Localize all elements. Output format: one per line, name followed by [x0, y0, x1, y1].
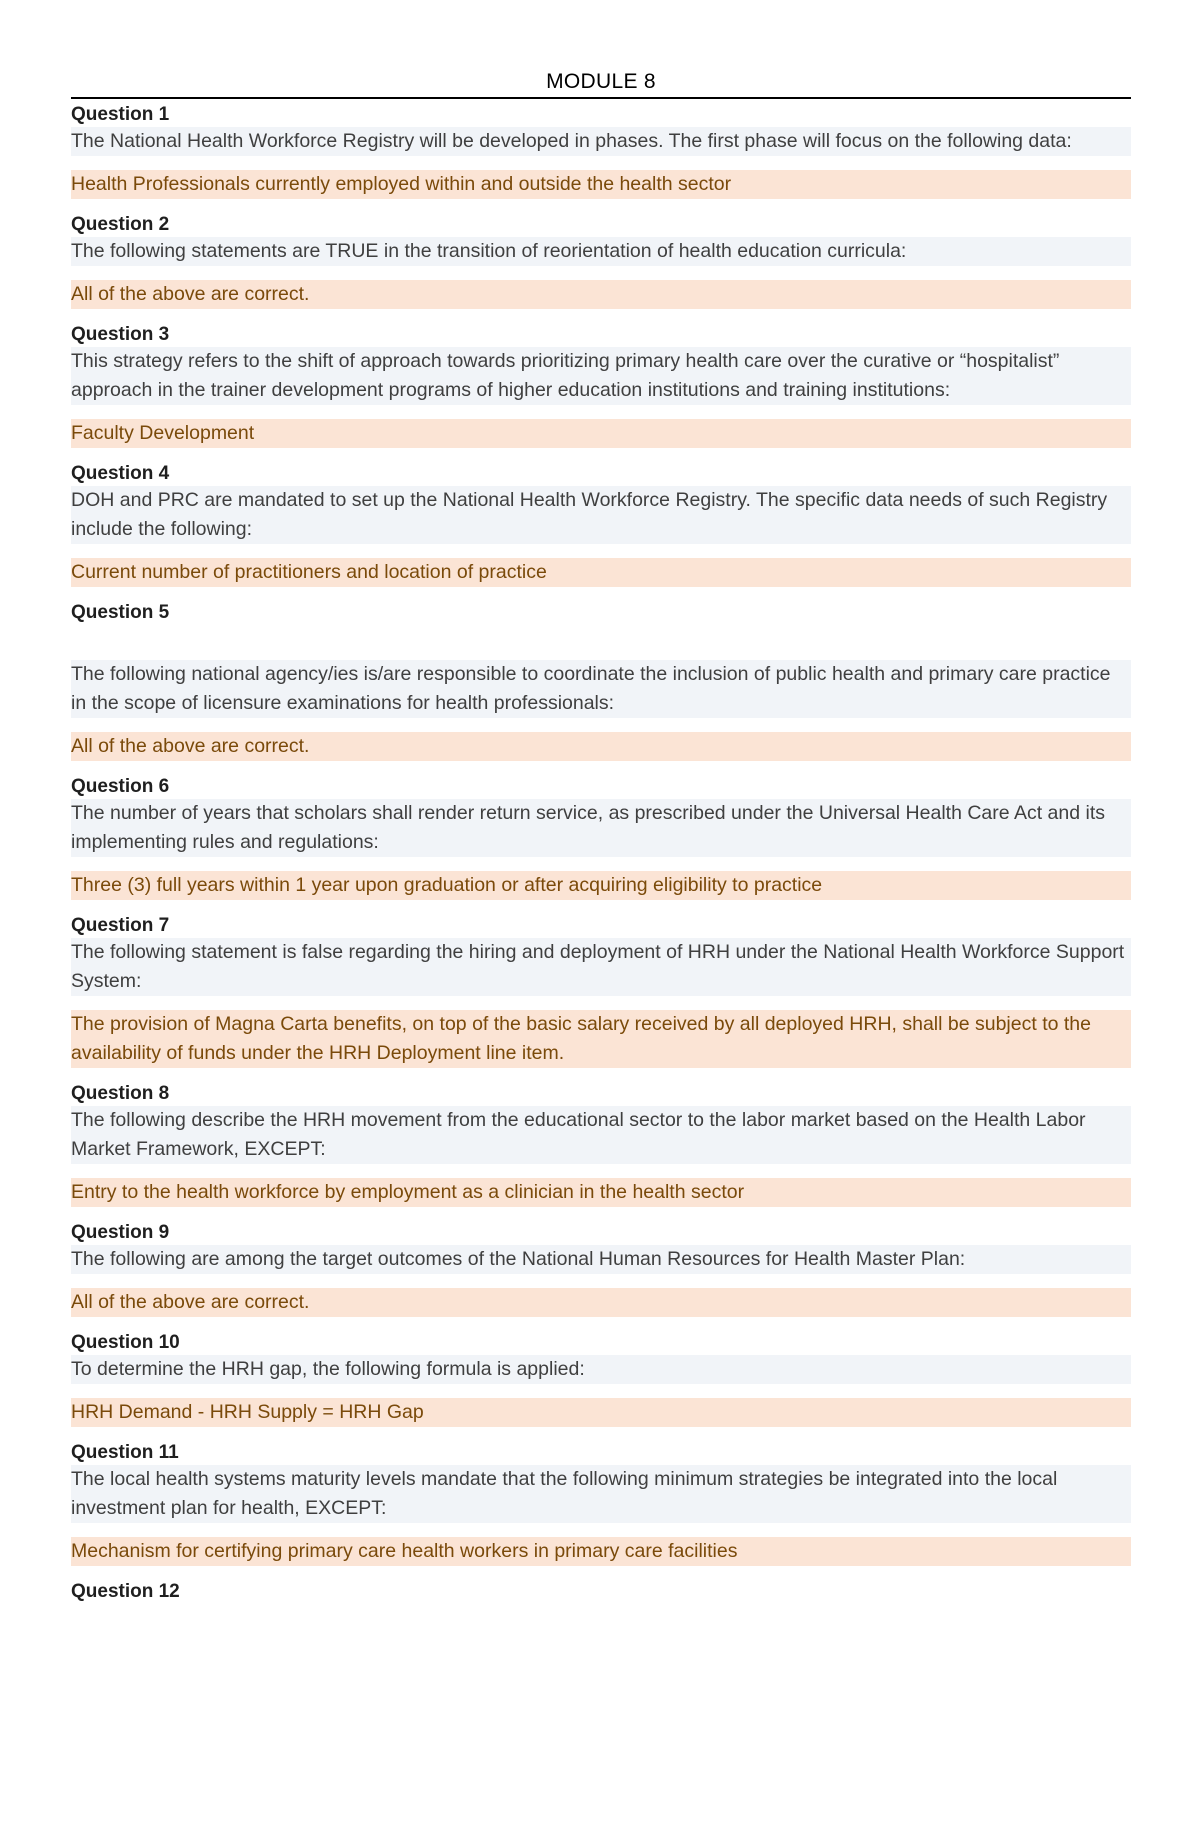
answer-text: Faculty Development — [71, 419, 1131, 448]
question-label: Question 1 — [71, 104, 170, 125]
question-label: Question 9 — [71, 1222, 170, 1243]
answer-text: Mechanism for certifying primary care health workers in primary care facilities — [71, 1537, 1131, 1566]
answer-text: Entry to the health workforce by employment as a clinician in the health sector — [71, 1178, 1131, 1207]
question-label: Question 10 — [71, 1332, 180, 1353]
question-text: The following statements are TRUE in the transition of reorientation of health education curricula: — [71, 237, 1131, 266]
question-text: The number of years that scholars shall render return service, as prescribed under the Universal Health Care Act and its implementing rules and regulations: — [71, 799, 1131, 857]
answer-text: The provision of Magna Carta benefits, on top of the basic salary received by all deployed HRH, shall be subject to the availability of funds under the HRH Deployment line item. — [71, 1010, 1131, 1068]
question-text: DOH and PRC are mandated to set up the National Health Workforce Registry. The specific data needs of such Registry include the following: — [71, 486, 1131, 544]
question-label: Question 6 — [71, 776, 170, 797]
question-text: The following national agency/ies is/are responsible to coordinate the inclusion of public health and primary care practice in the scope of licensure examinations for health professionals: — [71, 660, 1131, 718]
question-text: To determine the HRH gap, the following formula is applied: — [71, 1355, 1131, 1384]
answer-text: HRH Demand - HRH Supply = HRH Gap — [71, 1398, 1131, 1427]
document-page — [71, 70, 1131, 1618]
question-block — [71, 1441, 1131, 1566]
question-block — [71, 323, 1131, 448]
question-block — [71, 1580, 1131, 1604]
question-text: The local health systems maturity levels mandate that the following minimum strategies be integrated into the local investment plan for health, EXCEPT: — [71, 1465, 1131, 1523]
module-title: MODULE 8 — [71, 70, 1131, 99]
answer-text: All of the above are correct. — [71, 280, 1131, 309]
question-block — [71, 1331, 1131, 1427]
question-text: This strategy refers to the shift of approach towards prioritizing primary health care over the curative or “hospitalist” approach in the trainer development programs of higher education institutions and training institutions: — [71, 347, 1131, 405]
question-label: Question 7 — [71, 915, 170, 936]
answer-text: Current number of practitioners and location of practice — [71, 558, 1131, 587]
answer-text: Three (3) full years within 1 year upon graduation or after acquiring eligibility to practice — [71, 871, 1131, 900]
answer-text: All of the above are correct. — [71, 1288, 1131, 1317]
answer-text: All of the above are correct. — [71, 732, 1131, 761]
question-text: The National Health Workforce Registry will be developed in phases. The first phase will focus on the following data: — [71, 127, 1131, 156]
question-label: Question 11 — [71, 1442, 179, 1463]
question-block — [71, 103, 1131, 199]
question-text: The following statement is false regarding the hiring and deployment of HRH under the National Health Workforce Support System: — [71, 938, 1131, 996]
question-label: Question 3 — [71, 324, 170, 345]
question-label: Question 8 — [71, 1083, 170, 1104]
question-text: The following are among the target outcomes of the National Human Resources for Health Master Plan: — [71, 1245, 1131, 1274]
question-block — [71, 601, 1131, 761]
question-block — [71, 462, 1131, 587]
question-label: Question 12 — [71, 1581, 180, 1602]
answer-text: Health Professionals currently employed within and outside the health sector — [71, 170, 1131, 199]
question-block — [71, 914, 1131, 1068]
question-block — [71, 1082, 1131, 1207]
question-text: The following describe the HRH movement from the educational sector to the labor market based on the Health Labor Market Framework, EXCEPT: — [71, 1106, 1131, 1164]
question-label: Question 5 — [71, 602, 170, 623]
question-label: Question 4 — [71, 463, 170, 484]
question-block — [71, 775, 1131, 900]
question-block — [71, 213, 1131, 309]
question-label: Question 2 — [71, 214, 170, 235]
question-block — [71, 1221, 1131, 1317]
